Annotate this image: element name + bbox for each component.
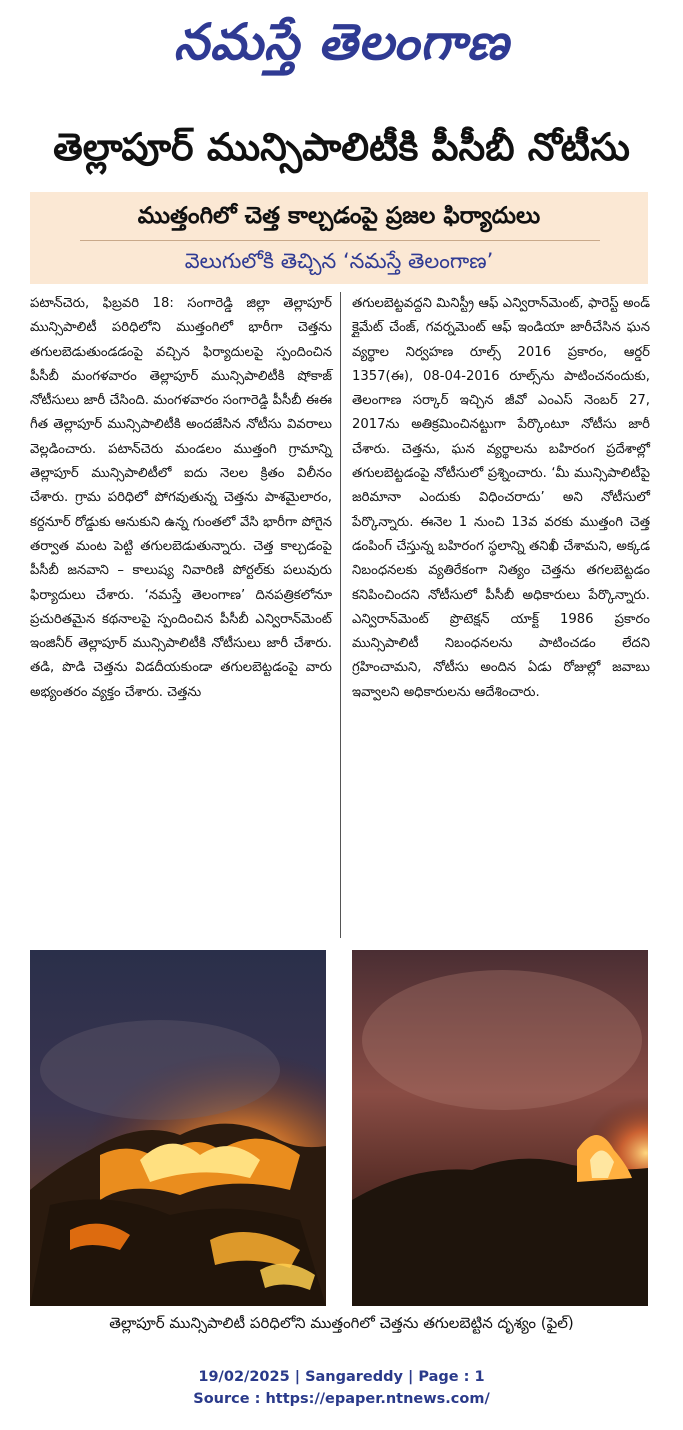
- fire-photo-left: [30, 950, 326, 1306]
- article-subheadline: ముత్తంగిలో చెత్త కాల్చడంపై ప్రజల ఫిర్యాదులు: [137, 203, 541, 229]
- subheadline-box: [30, 192, 648, 284]
- column-divider: [340, 292, 341, 938]
- footer-edition-info: 19/02/2025 | Sangareddy | Page : 1: [198, 1369, 485, 1385]
- article-column-2: తగులబెట్టవద్దని మినిస్ట్రీ ఆఫ్ ఎన్విరాన్‌మెంట్, ఫారెస్ట్ అండ్ క్లైమేట్ చేంజ్, గవర్నమెంట్ ఆఫ్ ఇండియా జారీచేసిన ఘన వ్యర్థాల నిర్వహణ రూల్స్ 2016 ప్రకారం, ఆర్డర్ 1357(ఈ), 08-04-2016 రూల్స్‌ను పాటించనందుకు, తెలంగాణ సర్కార్ ఇచ్చిన జీవో ఎంఎస్ నెంబర్ 27, 2017ను అతిక్రమించినట్టుగా పేర్కొంటూ నోటీసు జారీ చేశారు. చెత్తను, ఘన వ్యర్థాలను బహిరంగ ప్రదేశాల్లో తగులబెట్టడంపై నోటీసులో ప్రశ్నించారు. ‘మీ మున్సిపాలిటీపై జరిమానా ఎందుకు విధించరాదు’ అని నోటీసులో పేర్కొన్నారు. ఈనెల 1 నుంచి 13వ వరకు ముత్తంగి చెత్త డంపింగ్ చేస్తున్న బహిరంగ స్థలాన్ని తనిఖీ చేశామని, అక్కడ నిబంధనలకు వ్యతిరేకంగా నిత్యం చెత్తను తగలబెట్టడం కనిపించిందని నోటీసులో పీసీబీ అధికారులు పేర్కొన్నారు. ఎన్విరాన్‌మెంట్ ప్రొటెక్షన్ యాక్ట్ 1986 ప్రకారం మున్సిపాలిటీ నిబంధనలను పాటించడం లేదని గ్రహించామని, నోటీసు అందిన ఏడు రోజుల్లో జవాబు ఇవ్వాలని అధికారులను ఆదేశించారు.: [352, 296, 650, 700]
- footer-source-link[interactable]: Source : https://epaper.ntnews.com/: [193, 1391, 490, 1407]
- article-kicker: వెలుగులోకి తెచ్చిన ‘నమస్తే తెలంగాణ’: [184, 249, 494, 273]
- article-headline: తెల్లాపూర్ మున్సిపాలిటీకి పీసీబీ నోటీసు: [53, 125, 630, 169]
- fire-photo-right: [352, 950, 648, 1306]
- article-column-1: పటాన్‌చెరు, ఫిబ్రవరి 18: సంగారెడ్డి జిల్లా తెల్లాపూర్ మున్సిపాలిటీ పరిధిలోని ముత్తంగిలో భారీగా చెత్తను తగులబెడుతుండడంపై వచ్చిన ఫిర్యాదులపై స్పందించిన పీసీబీ మంగళవారం తెల్లాపూర్ మున్సిపాలిటీకి షోకాజ్ నోటీసులు జారీ చేసింది. మంగళవారం సంగారెడ్డి పీసీబీ ఈఈ గీత తెల్లాపూర్ మున్సిపాలిటీకి అందజేసిన నోటీసు వివరాలు వెల్లడించారు. పటాన్‌చెరు మండలం ముత్తంగి గ్రామాన్ని తెల్లాపూర్ మున్సిపాలిటీలో ఐదు నెలల క్రితం విలీనం చేశారు. గ్రామ పరిధిలో పోగవుతున్న చెత్తను పాశమైలారం, కర్దనూర్ రోడ్డుకు ఆనుకుని ఉన్న గుంతలో వేసి భారీగా పోగైన తర్వాత మంట పెట్టి తగులబెడుతున్నారు. చెత్త కాల్చడంపై పీసీబీ జనవాని – కాలుష్య నివారిణి పోర్టల్‌కు పలువురు ఫిర్యాదులు చేశారు. ‘నమస్తే తెలంగాణ’ దినపత్రికలోనూ ప్రచురితమైన కథనాలపై స్పందించిన పీసీబీ ఎన్విరాన్‌మెంట్ ఇంజినీర్ తెల్లాపూర్ మున్సిపాలిటీకి నోటీసులు జారీ చేశారు. తడి, పొడి చెత్తను విడదీయకుండా తగులబెట్టడంపై వారు అభ్యంతరం వ్యక్తం చేశారు. చెత్తను: [30, 296, 332, 700]
- newspaper-masthead: [0, 8, 683, 76]
- masthead-title: నమస్తే తెలంగాణ: [173, 13, 510, 71]
- photo-caption: తెల్లాపూర్ మున్సిపాలిటీ పరిధిలోని ముత్తంగిలో చెత్తను తగులబెట్టిన దృశ్యం (ఫైల్): [109, 1314, 574, 1332]
- subheadline-divider: [80, 240, 600, 241]
- page-footer: [0, 1366, 683, 1410]
